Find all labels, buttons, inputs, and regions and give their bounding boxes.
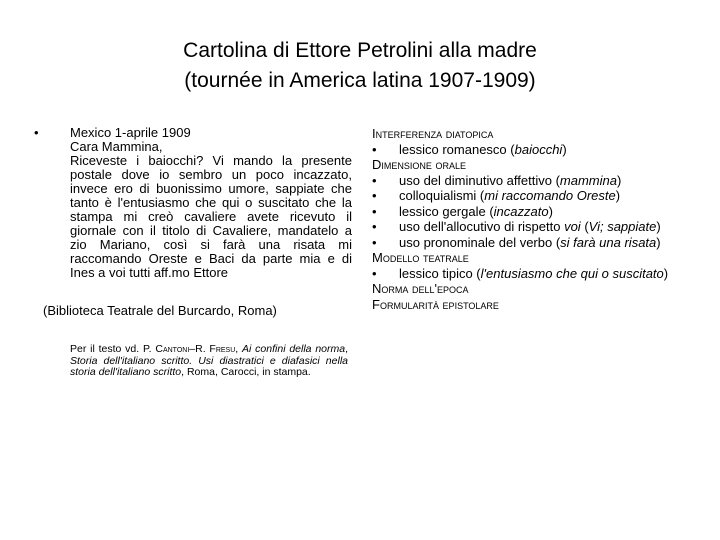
- list-item: • lessico gergale (incazzato): [372, 203, 553, 219]
- bullet-icon: •: [372, 203, 377, 219]
- analysis-column: [372, 126, 692, 312]
- bullet-icon: •: [372, 219, 377, 234]
- title-line-2: (tournée in America latina 1907-1909): [184, 69, 536, 92]
- list-item: • colloquialismi (mi raccomando Oreste): [372, 188, 621, 203]
- bullet-icon: •: [372, 188, 377, 203]
- letter-source: (Biblioteca Teatrale del Burcardo, Roma): [43, 303, 277, 318]
- bullet-icon: •: [372, 141, 377, 157]
- heading-interferenza: Interferenza diatopica: [372, 126, 494, 141]
- letter-body: Riceveste i baiocchi? Vi mando la presente postale dove io sembro un poco incazzato, invece ero di buonissimo umore, sappiate che tanto è l'entusiasmo che qui o suscitato che la stampa mi creò cavaliere avete ricevuto il giornale con il titolo di Cavaliere, mandatelo a zio Mariano, così si farà una risata mi raccomando Oreste e Baci da parte mia e di Ines a voi tutti aff.mo Ettore: [70, 153, 352, 280]
- letter-text: [70, 126, 352, 280]
- bibliographic-note: Per il testo vd. P. Cantoni–R. Fresu, Ai confini della norma, Storia dell'italiano scritto. Usi diastratici e diafasici nella storia dell'italiano scritto, Roma, Carocci, in stampa.: [70, 343, 348, 378]
- heading-dimensione-orale: Dimensione orale: [372, 157, 467, 172]
- heading-modello-teatrale: Modello teatrale: [372, 250, 469, 265]
- note-author-1: Cantoni: [155, 343, 190, 355]
- bullet-icon: •: [372, 265, 377, 281]
- note-author-2: Fresu: [209, 343, 236, 355]
- list-item: • lessico tipico (l'entusiasmo che qui o suscitato): [372, 265, 669, 281]
- note-title-1: Ai confini della norma: [242, 343, 346, 355]
- bullet-icon: •: [372, 172, 377, 188]
- letter-greeting: Cara Mammina,: [70, 139, 163, 154]
- heading-formularita: Formularità epistolare: [372, 296, 499, 312]
- list-item: • uso del diminutivo affettivo (mammina): [372, 172, 622, 188]
- bullet-icon: •: [34, 125, 39, 140]
- slide-title: [0, 36, 720, 96]
- list-item: • uso dell'allocutivo di rispetto voi (Vi; sappiate): [372, 219, 661, 234]
- bullet-icon: •: [372, 234, 377, 250]
- letter-column: [34, 126, 352, 379]
- heading-norma-epoca: Norma dell'epoca: [372, 281, 469, 296]
- title-line-1: Cartolina di Ettore Petrolini alla madre: [183, 39, 537, 62]
- list-item: • lessico romanesco (baiocchi): [372, 141, 567, 157]
- letter-bullet-item: [34, 126, 352, 280]
- list-item: • uso pronominale del verbo (si farà una risata): [372, 234, 661, 250]
- note-title-2: Storia dell'italiano scritto. Usi diastratici e diafasici nella storia dell'italiano scritto: [70, 354, 348, 378]
- letter-date: Mexico 1-aprile 1909: [70, 125, 191, 140]
